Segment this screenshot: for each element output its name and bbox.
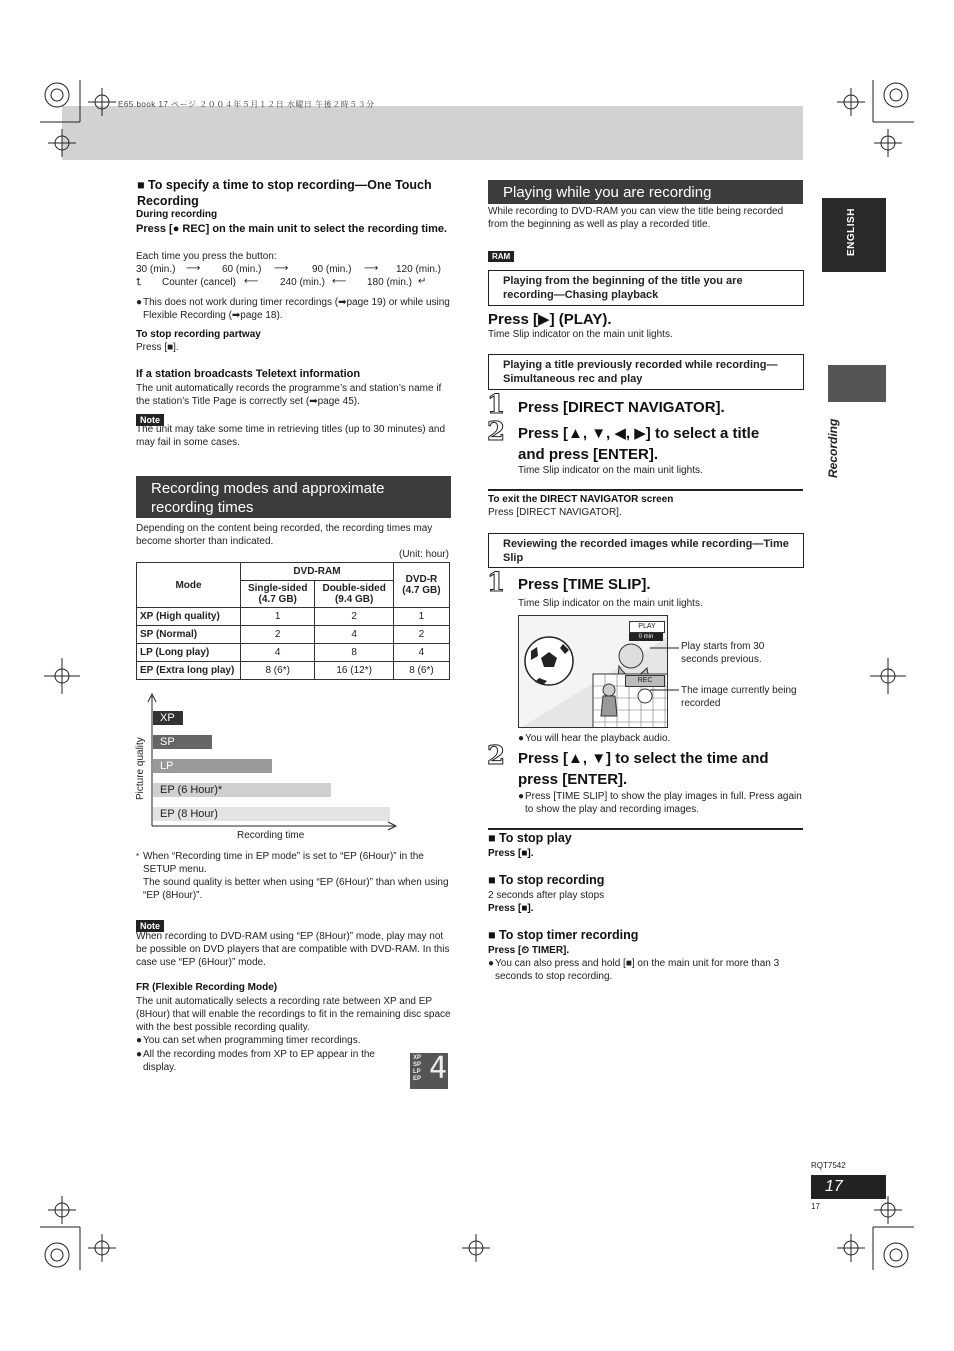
- rec-time-sequence: [136, 263, 452, 293]
- bar-lp: LP: [153, 759, 272, 773]
- timeslip-light-note-2: Time Slip indicator on the main unit lights.: [518, 465, 703, 476]
- col-double-sided: Double-sided (9.4 GB): [315, 581, 393, 608]
- cell-mode: LP (Long play): [137, 644, 241, 662]
- arrow-left-icon: ⟵: [244, 276, 259, 287]
- cell-double: 8: [315, 644, 393, 662]
- seq-180: 180 (min.): [367, 277, 413, 288]
- col-mode: Mode: [137, 563, 241, 608]
- callout-lines: [650, 640, 680, 700]
- timer-note-text: This does not work during timer recordings (➡page 19) or while using Flexible Recording (➡page 18).: [143, 297, 450, 321]
- ram-label: RAM: [488, 251, 514, 262]
- time-slip-illustration: [518, 615, 668, 728]
- cell-single: 2: [240, 626, 314, 644]
- step-2-select-time: Press [▲, ▼] to select the time and press [ENTER].: [518, 750, 769, 788]
- graph-x-label: Recording time: [237, 830, 305, 841]
- step-2-number: 2: [487, 417, 506, 447]
- ram-badge: [488, 246, 514, 264]
- bullet-icon: ●: [136, 1049, 143, 1060]
- return-arrow-icon: ↵: [418, 276, 427, 287]
- stop-recording-sub: 2 seconds after play stops: [488, 890, 605, 901]
- asterisk-icon: *: [136, 852, 140, 861]
- stop-recording-heading: [488, 873, 604, 887]
- cell-double: 2: [315, 608, 393, 626]
- stop-timer-title: To stop timer recording: [499, 928, 639, 942]
- cell-dvdr: 1: [393, 608, 449, 626]
- exit-navigator-body: Press [DIRECT NAVIGATOR].: [488, 507, 622, 518]
- note-label: Note: [136, 414, 164, 426]
- modes-intro: Depending on the content being recorded, the recording times may become shorter than indicated.: [136, 523, 433, 547]
- graph-y-label: Picture quality: [135, 737, 146, 800]
- unit-label: (Unit: hour): [399, 549, 450, 560]
- rec-indicator: REC: [625, 675, 665, 687]
- chasing-playback-box: Playing from the beginning of the title you are recording—Chasing playback: [488, 270, 804, 306]
- arrow-right-icon: ⟶: [274, 263, 289, 274]
- press-stop-text: Press [■].: [136, 342, 179, 353]
- step-2-number: 2: [487, 741, 506, 771]
- timer-note-bullet: [136, 296, 452, 322]
- timeslip-light-note-3: Time Slip indicator on the main unit lights.: [518, 598, 703, 609]
- stop-timer-heading: [488, 928, 638, 942]
- seq-240: 240 (min.): [280, 277, 326, 288]
- bullet-icon: ●: [136, 297, 143, 308]
- seq-90: 90 (min.): [312, 264, 352, 275]
- note-label: Note: [136, 920, 164, 932]
- seq-30: 30 (min.): [136, 264, 176, 275]
- table-row: [137, 608, 450, 626]
- bullet-icon: ●: [488, 958, 495, 969]
- teletext-title: If a station broadcasts Teletext information: [136, 368, 361, 380]
- step-2-bullet: [518, 790, 804, 816]
- bar-ep6: EP (6 Hour)*: [153, 783, 331, 797]
- bullet-icon: ●: [518, 791, 525, 802]
- bar-sp: SP: [153, 735, 212, 749]
- square-bullet-icon: ■: [488, 873, 496, 887]
- cell-dvdr: 8 (6*): [393, 662, 449, 680]
- fr-bullet-1-text: You can set when programming timer recordings.: [143, 1035, 361, 1046]
- fr-body: The unit automatically selects a recording rate between XP and EP (8Hour) that will enable the recordings to fit in the remaining disc space with the best possible recording quality.: [136, 996, 451, 1033]
- cell-dvdr: 2: [393, 626, 449, 644]
- step-1-direct-navigator: Press [DIRECT NAVIGATOR].: [518, 399, 725, 416]
- stop-timer-bullet: [488, 957, 804, 983]
- display-digit: 4: [429, 1051, 448, 1086]
- unit-display-image: [410, 1053, 448, 1089]
- table-row: [137, 644, 450, 662]
- footnote-1: When “Recording time in EP mode” is set to “EP (6Hour)” in the SETUP menu.: [143, 851, 424, 875]
- footnote: [136, 850, 452, 902]
- page-number-small: 17: [811, 1202, 820, 1211]
- square-bullet-icon: ■: [488, 928, 496, 942]
- arrow-left-icon: ⟵: [332, 276, 347, 287]
- stop-recording-body: Press [■].: [488, 903, 534, 914]
- step-1-number: 1: [487, 568, 506, 598]
- square-bullet-icon: ■: [137, 178, 145, 192]
- display-mode-list: XP SP LP EP: [413, 1055, 422, 1082]
- cell-single: 8 (6*): [240, 662, 314, 680]
- cell-single: 4: [240, 644, 314, 662]
- playing-intro: While recording to DVD-RAM you can view the title being recorded from the beginning as well as play a recorded title.: [488, 206, 784, 230]
- col-dvdram: DVD-RAM: [240, 563, 393, 581]
- section-tab: [828, 365, 886, 402]
- stop-partway-title: To stop recording partway: [136, 329, 261, 340]
- seq-counter-cancel: Counter (cancel): [162, 277, 236, 288]
- playing-while-recording-header: Playing while you are recording: [488, 180, 803, 204]
- document-code: RQT7542: [811, 1161, 846, 1170]
- seq-60: 60 (min.): [222, 264, 262, 275]
- fr-bullet-2: [136, 1048, 396, 1074]
- section-label: Recording: [826, 418, 840, 478]
- footnote-2: The sound quality is better when using “EP (6Hour)” than when using “EP (8Hour)”.: [143, 877, 449, 901]
- divider: [488, 828, 803, 830]
- one-touch-title: To specify a time to stop recording—One Touch Recording: [137, 178, 432, 208]
- seq-120: 120 (min.): [396, 264, 442, 275]
- hear-audio-text: You will hear the playback audio.: [525, 733, 671, 744]
- language-tab: [822, 198, 886, 272]
- cell-single: 1: [240, 608, 314, 626]
- note-text-2: When recording to DVD-RAM using “EP (8Hour)” mode, play may not be possible on DVD players that are compatible with DVD-RAM. In this case use “EP (6Hour)” mode.: [136, 931, 450, 968]
- step-2-select-title: Press [▲, ▼, ◀, ▶] to select a title and press [ENTER].: [518, 425, 760, 463]
- teletext-body: The unit automatically records the programme’s and station’s name if the station’s Title Page is correctly set (➡page 45).: [136, 383, 442, 407]
- fr-bullet-2-text: All the recording modes from XP to EP appear in the display.: [143, 1049, 375, 1073]
- stop-recording-title: To stop recording: [499, 873, 605, 887]
- step-1-time-slip: Press [TIME SLIP].: [518, 576, 651, 593]
- simultaneous-rec-play-box: Playing a title previously recorded while recording—Simultaneous rec and play: [488, 354, 804, 390]
- note-text-1: The unit may take some time in retrieving titles (up to 30 minutes) and may fail in some cases.: [136, 424, 446, 448]
- exit-navigator-title: To exit the DIRECT NAVIGATOR screen: [488, 494, 674, 505]
- bar-xp: XP: [153, 711, 183, 725]
- one-touch-heading: [137, 177, 452, 209]
- stop-timer-body: Press [⏲ TIMER].: [488, 945, 570, 956]
- col-single-sided: Single-sided (4.7 GB): [240, 581, 314, 608]
- minutes-indicator: 0 min: [629, 633, 663, 641]
- cell-dvdr: 4: [393, 644, 449, 662]
- press-rec-instruction: Press [● REC] on the main unit to select the recording time.: [136, 223, 448, 235]
- during-recording-label: During recording: [136, 209, 218, 220]
- stop-timer-bullet-text: You can also press and hold [■] on the main unit for more than 3 seconds to stop recording.: [495, 958, 780, 982]
- callout-current-image: The image currently being recorded: [681, 685, 797, 709]
- bar-ep8: EP (8 Hour): [153, 807, 390, 821]
- cell-mode: SP (Normal): [137, 626, 241, 644]
- bullet-icon: ●: [136, 1035, 143, 1046]
- table-row: [137, 662, 450, 680]
- step-2-bullet-text: Press [TIME SLIP] to show the play images in full. Press again to show the play and recording images.: [525, 791, 802, 815]
- stop-play-heading: [488, 831, 572, 845]
- arrow-right-icon: ⟶: [186, 263, 201, 274]
- bullet-icon: ●: [518, 733, 525, 744]
- timeslip-light-note-1: Time Slip indicator on the main unit lights.: [488, 329, 673, 340]
- cell-mode: XP (High quality): [137, 608, 241, 626]
- cell-double: 16 (12*): [315, 662, 393, 680]
- stop-play-title: To stop play: [499, 831, 572, 845]
- fr-title: FR (Flexible Recording Mode): [136, 982, 278, 993]
- square-bullet-icon: ■: [488, 831, 496, 845]
- time-slip-box: Reviewing the recorded images while recording—Time Slip: [488, 533, 804, 568]
- stop-play-body: Press [■].: [488, 848, 534, 859]
- col-dvdr: DVD-R (4.7 GB): [393, 563, 449, 608]
- recording-times-table: [136, 562, 450, 680]
- print-info-line: E65.book 17 ページ ２００４年５月１２日 水曜日 午後２時５３分: [118, 100, 375, 109]
- page-number: 17: [825, 1178, 843, 1195]
- language-label: ENGLISH: [846, 208, 857, 256]
- each-time-text: Each time you press the button:: [136, 251, 277, 262]
- fr-bullet-1: [136, 1034, 452, 1047]
- table-row: [137, 626, 450, 644]
- callout-play-start: Play starts from 30 seconds previous.: [681, 641, 765, 665]
- arrow-right-icon: ⟶: [364, 263, 379, 274]
- hear-audio-bullet: [518, 732, 670, 745]
- cell-double: 4: [315, 626, 393, 644]
- page-number-badge: [811, 1175, 886, 1199]
- press-play-instruction: Press [▶] (PLAY).: [488, 311, 612, 328]
- play-indicator: PLAY: [629, 621, 665, 633]
- step-1-number: 1: [487, 390, 506, 420]
- return-arrow-icon: ⮤: [136, 277, 142, 288]
- divider: [488, 489, 803, 491]
- recording-modes-header: Recording modes and approximate recording times: [136, 476, 451, 518]
- cell-mode: EP (Extra long play): [137, 662, 241, 680]
